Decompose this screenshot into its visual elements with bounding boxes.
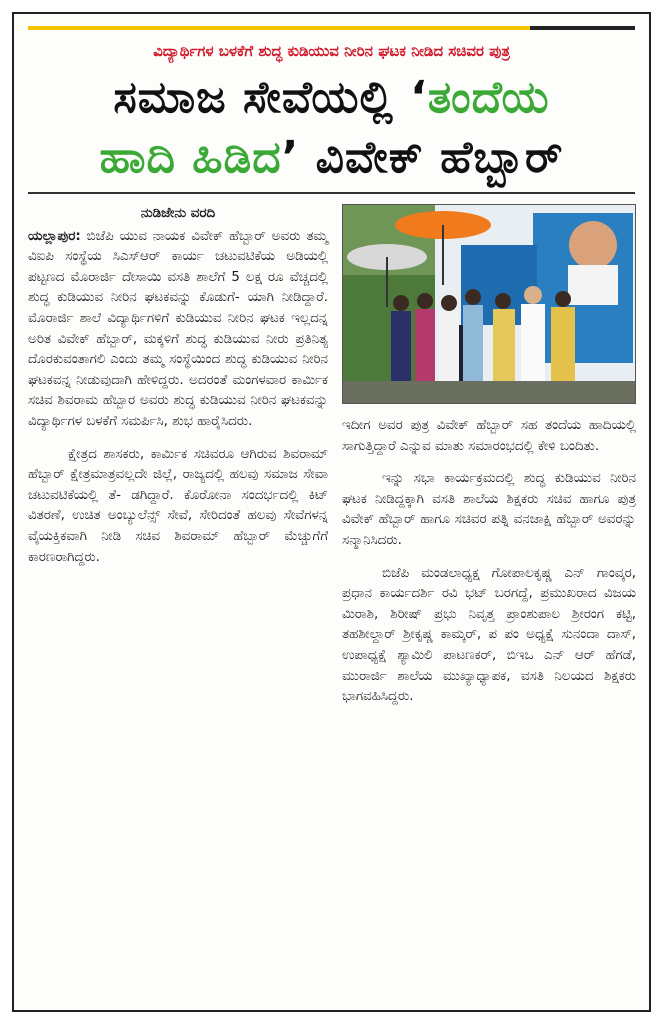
headline-part: ಸಮಾಜ ಸೇವೆಯಲ್ಲಿ ‘ — [113, 72, 428, 123]
headline-part-green: ಹಾದಿ ಹಿಡಿದ — [99, 132, 282, 183]
paragraph-text: ಬಿಜೆಪಿ ಯುವ ನಾಯಕ ವಿವೇಕ್ ಹೆಬ್ಬಾರ್ ಅವರು ತಮ್ಮ ವಿಐಪಿ ಸಂಸ್ಥೆಯ ಸಿಎಸ್‌ಆರ್ ಕಾರ್ಯ ಚಟುವಟಿಕೆಯ ಅಡಿಯಲ್ಲಿ ಪಟ್ಟಣದ ಮೊರಾರ್ಜಿ ದೇಸಾಯಿ ವಸತಿ ಶಾಲೆಗೆ 5 ಲಕ್ಷ ರೂ ವೆಚ್ಚದಲ್ಲಿ ಶುದ್ಧ ಕುಡಿಯುವ ನೀರಿನ ಘಟಕವನ್ನು ಕೊಡುಗೆ- ಯಾಗಿ ನೀಡಿದ್ದಾರೆ. ಮೊರಾರ್ಜಿ ಶಾಲೆ ವಿದ್ಯಾರ್ಥಿಗಳಿಗೆ ಕುಡಿಯುವ ನೀರಿನ ಘಟಕ ಇಲ್ಲದನ್ನ ಅರಿತ ವಿವೇಕ್ ಹೆಬ್ಬಾರ್, ಮಕ್ಕಳಿಗೆ ಶುದ್ಧ ಕುಡಿಯುವ ನೀರು ಪ್ರತಿನಿತ್ಯ ದೊರಕುವಂತಾಗಲಿ ಎಂದು ತಮ್ಮ ಸಂಸ್ಥೆಯಿಂದ ಶುದ್ಧ ಕುಡಿಯುವ ನೀರಿನ ಘಟಕವನ್ನ ನೀಡುವುದಾಗಿ ಹೇಳಿದ್ದರು. ಅದರಂತೆ ಮಂಗಳವಾರ ಕಾರ್ಮಿಕ ಸಚಿವ ಶಿವರಾಮ ಹೆಬ್ಬಾರ ಅವರು ಶುದ್ಧ ಕುಡಿಯುವ ನೀರಿನ ಘಟಕವನ್ನು ವಿದ್ಯಾರ್ಥಿಗಳ ಬಳಕೆಗೆ ಸಮರ್ಪಿಸಿ, ಶುಭ ಹಾರೈಸಿದರು. — [28, 228, 328, 429]
left-column — [28, 204, 328, 994]
paragraph: ಇನ್ನು ಸಭಾ ಕಾರ್ಯಕ್ರಮದಲ್ಲಿ ಶುದ್ಧ ಕುಡಿಯುವ ನೀರಿನ ಘಟಕ ನೀಡಿದ್ದಕ್ಕಾಗಿ ವಸತಿ ಶಾಲೆಯ ಶಿಕ್ಷಕರು ಸಚಿವ ಹಾಗೂ ಪುತ್ರ ವಿವೇಕ್ ಹೆಬ್ಬಾರ್ ಹಾಗೂ ಸಚಿವರ ಪತ್ನಿ ವನಜಾಕ್ಷಿ ಹೆಬ್ಬಾರ್ ಅವರನ್ನು ಸನ್ಮಾನಿಸಿದರು. — [342, 471, 636, 548]
paragraph — [28, 227, 328, 433]
accent-bar-dark — [530, 26, 635, 30]
group-photo-icon — [343, 205, 636, 404]
headline-part-green: ತಂದೆಯ — [427, 72, 550, 123]
dateline: ಯಲ್ಲಾಪುರ: — [28, 228, 81, 244]
kicker-line: ವಿದ್ಯಾರ್ಥಿಗಳ ಬಳಕೆಗೆ ಶುದ್ಧ ಕುಡಿಯುವ ನೀರಿನ ಘಟಕ ನೀಡಿದ ಸಚಿವರ ಪುತ್ರ — [153, 42, 510, 60]
right-column — [342, 416, 636, 996]
divider — [28, 192, 635, 194]
byline: ನುಡಿಜೇನು ವರದಿ — [140, 206, 216, 221]
headline-line-1 — [28, 72, 635, 124]
paragraph: ಬಿಜೆಪಿ ಮಂಡಲಾಧ್ಯಕ್ಷ ಗೋಪಾಲಕೃಷ್ಣ ಎನ್ ಗಾಂವ್ಕರ, ಪ್ರಧಾನ ಕಾರ್ಯದರ್ಶಿ ರವಿ ಭಟ್ ಬರಗದ್ದೆ, ಪ್ರಮುಖರಾದ ವಿಜಯ ಮಿರಾಶಿ, ಶಿರೀಷ್ ಪ್ರಭು ನಿವೃತ್ತ ಪ್ರಾಂಶುಪಾಲ ಶ್ರೀರಂಗ ಕಟ್ಟಿ, ತಹಶೀಲ್ದಾರ್ ಶ್ರೀಕೃಷ್ಣ ಕಾಮ್ಕರ್, ಪ ಪಂ ಅಧ್ಯಕ್ಷೆ ಸುನಂದಾ ದಾಸ್, ಉಪಾಧ್ಯಕ್ಷೆ ಶ್ಯಾಮಿಲಿ ಪಾಟಣಕರ್, ಬಿಇಒ ಎನ್ ಆರ್ ಹೆಗಡೆ, ಮುರಾರ್ಜಿ ಶಾಲೆಯ ಮುಖ್ಯಾಧ್ಯಾಪಕ, ವಸತಿ ನಿಲಯದ ಶಿಕ್ಷಕರು ಭಾಗವಹಿಸಿದ್ದರು. — [342, 565, 636, 705]
paragraph: ಇದೀಗ ಅವರ ಪುತ್ರ ವಿವೇಕ್ ಹೆಬ್ಬಾರ್ ಸಹ ತಂದೆಯ ಹಾದಿಯಲ್ಲಿ ಸಾಗುತ್ತಿದ್ದಾರೆ ಎನ್ನುವ ಮಾತು ಸಮಾರಂಭದಲ್ಲಿ ಕೇಳಿ ಬಂದಿತು. — [342, 418, 636, 454]
paragraph: ಕ್ಷೇತ್ರದ ಶಾಸಕರು, ಕಾರ್ಮಿಕ ಸಚಿವರೂ ಆಗಿರುವ ಶಿವರಾಮ್ ಹೆಬ್ಬಾರ್ ಕ್ಷೇತ್ರಮಾತ್ರವಲ್ಲದೇ ಜಿಲ್ಲೆ, ರಾಜ್ಯದಲ್ಲಿ ಹಲವು ಸಮಾಜ ಸೇವಾ ಚಟುವಟಿಕೆಯಲ್ಲಿ ತೆ- ಡಗಿದ್ದಾರೆ. ಕೊರೋನಾ ಸಂದರ್ಭದಲ್ಲಿ ಕಿಟ್ ವಿತರಣೆ, ಉಚಿತ ಅಂಬ್ಯುಲೆನ್ಸ್ ಸೇವೆ, ಸೇರಿದಂತೆ ಹಲವು ಸೇವೆಗಳನ್ನ ವೈಯಕ್ತಿಕವಾಗಿ ನೀಡಿ ಸಚಿವ ಶಿವರಾಮ್ ಹೆಬ್ಬಾರ್ ಮೆಚ್ಚುಗೆಗೆ ಕಾರಣರಾಗಿದ್ದರು. — [28, 446, 328, 565]
headline-line-2 — [28, 132, 635, 184]
event-photo — [342, 204, 636, 404]
headline-part: ’ ವಿವೇಕ್ ಹೆಬ್ಬಾರ್ — [281, 132, 564, 183]
